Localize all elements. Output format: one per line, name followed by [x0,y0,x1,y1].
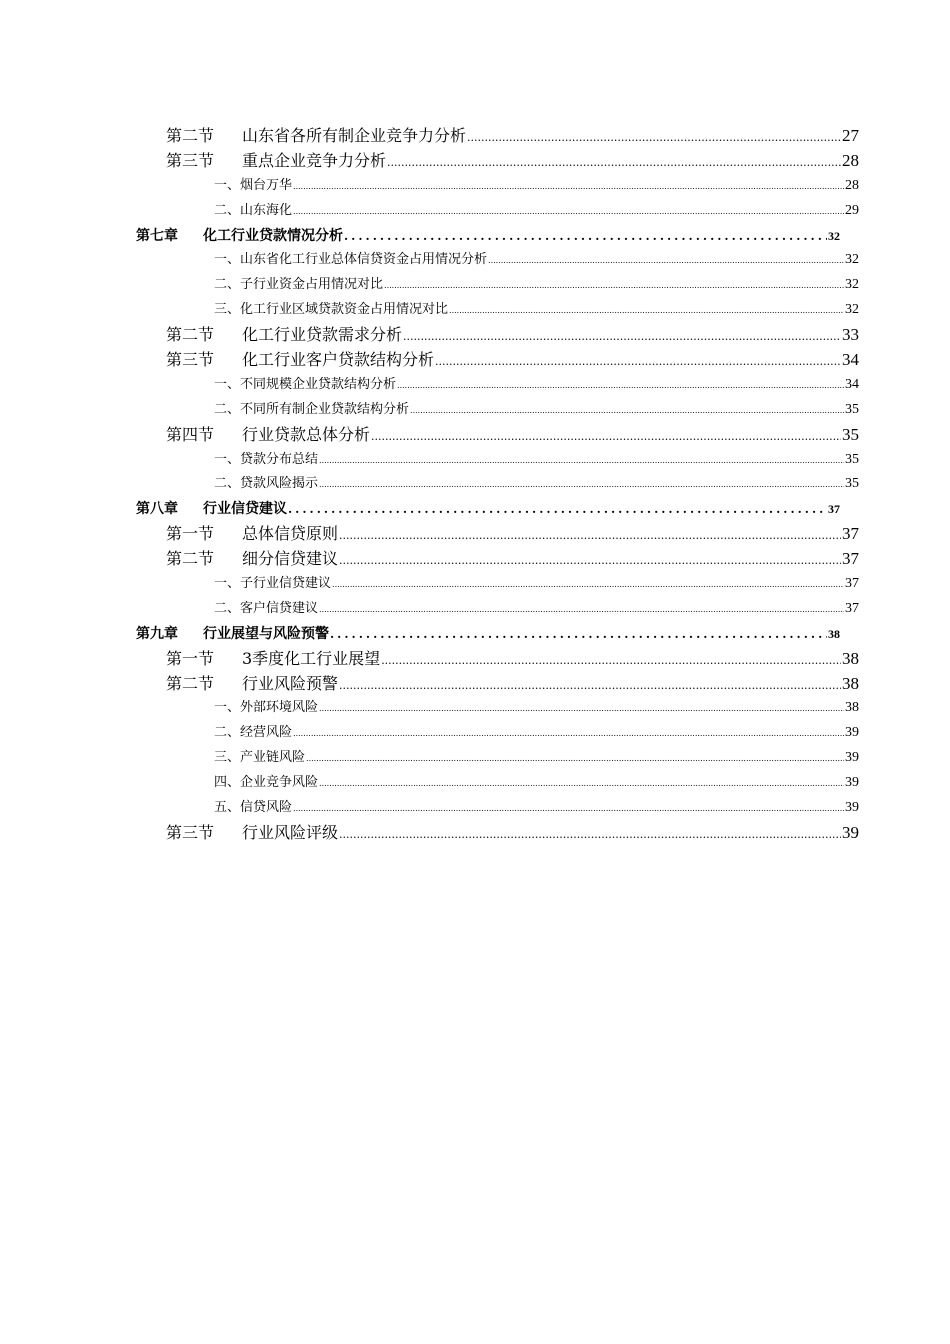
toc-entry-title: 客户信贷建议 [240,600,319,616]
toc-entry-number: 三、 [214,750,241,766]
toc-entry-page-number: 27 [842,126,859,145]
toc-entry-label [166,547,338,572]
toc-entry-label [214,771,318,796]
toc-entry-label [166,124,466,149]
toc-entry-title: 信贷风险 [240,800,293,816]
toc-entry-label [214,597,318,622]
toc-entry-item[interactable] [0,771,950,796]
toc-entry-section[interactable] [0,522,950,547]
toc-entry-label [214,273,383,298]
toc-entry-label [214,746,305,771]
toc-entry-section[interactable] [0,547,950,572]
dot-leader [449,299,844,324]
toc-entry-title: 不同所有制企业贷款结构分析 [240,401,410,417]
dot-leader [293,722,844,747]
dot-leader [330,622,827,647]
toc-entry-item[interactable] [0,398,950,423]
toc-entry-number: 二、 [214,725,241,741]
toc-entry-number: 第一节 [166,524,215,544]
toc-entry-title: 山东海化 [240,202,293,218]
toc-entry-chapter[interactable] [0,224,950,249]
toc-entry-title: 行业风险评级 [242,822,339,842]
toc-entry-label [214,174,292,199]
toc-entry-label [214,696,318,721]
toc-entry-page-number: 32 [845,302,859,318]
toc-entry-item[interactable] [0,298,950,323]
toc-entry-label [214,448,318,473]
toc-entry-number: 一、 [214,700,241,716]
dot-leader [293,797,844,822]
toc-entry-label [136,497,287,522]
toc-entry-label [214,721,292,746]
toc-entry-label [166,348,434,373]
dot-leader [306,747,844,772]
dot-leader [339,549,841,574]
toc-entry-title: 产业链风险 [240,750,306,766]
toc-entry-page-number: 32 [845,277,859,293]
toc-entry-section[interactable] [0,423,950,448]
toc-entry-page-number: 35 [845,401,859,417]
dot-leader [403,325,841,350]
toc-entry-title: 行业展望与风险预警 [203,625,329,642]
toc-entry-item[interactable] [0,796,950,821]
toc-entry-page-number: 38 [828,626,840,641]
toc-entry-item[interactable] [0,572,950,597]
toc-entry-number: 四、 [214,775,241,791]
dot-leader [319,473,844,498]
toc-entry-item[interactable] [0,174,950,199]
toc-entry-section[interactable] [0,672,950,697]
toc-entry-title: 山东省各所有制企业竞争力分析 [242,126,467,145]
dot-leader [339,823,841,848]
dot-leader [339,674,841,699]
toc-entry-number: 第二节 [166,325,215,345]
toc-entry-page-number: 38 [842,648,859,668]
toc-entry-label [214,248,487,273]
dot-leader [387,151,841,176]
dot-leader [339,524,841,549]
toc-entry-title: 细分信贷建议 [242,549,339,569]
toc-entry-item[interactable] [0,597,950,622]
toc-entry-page-number: 32 [845,252,859,268]
toc-entry-page-number: 34 [842,350,859,370]
toc-entry-number: 第四节 [166,424,215,444]
toc-entry-item[interactable] [0,472,950,497]
toc-entry-number: 三、 [214,302,241,318]
toc-entry-title: 行业风险预警 [242,673,339,693]
toc-entry-page-number: 34 [845,376,859,392]
dot-leader [319,697,844,722]
toc-entry-item[interactable] [0,199,950,224]
toc-entry-label [136,224,343,249]
toc-entry-page-number: 39 [845,750,859,766]
toc-entry-label [166,672,338,697]
toc-entry-page-number: 38 [842,673,859,693]
toc-entry-number: 一、 [214,252,241,268]
dot-leader [319,772,844,797]
toc-entry-title: 重点企业竞争力分析 [242,150,387,170]
toc-entry-page-number: 39 [842,822,859,842]
dot-leader [435,350,841,375]
toc-entry-number: 二、 [214,600,241,616]
toc-entry-number: 第二节 [166,673,215,693]
toc-entry-page-number: 39 [845,775,859,791]
toc-entry-number: 第七章 [136,227,178,244]
dot-leader [381,649,841,674]
toc-entry-page-number: 37 [828,502,840,517]
toc-entry-page-number: 39 [845,725,859,741]
toc-entry-label [214,796,292,821]
toc-entry-number: 第二节 [166,126,215,145]
toc-entry-title: 山东省化工行业总体信贷资金占用情况分析 [240,252,488,268]
toc-entry-label [214,398,409,423]
toc-entry-label [166,149,386,174]
toc-entry-title: 总体信贷原则 [242,524,339,544]
toc-entry-page-number: 28 [845,177,859,193]
dot-leader [344,224,827,249]
toc-entry-chapter[interactable] [0,497,950,522]
toc-entry-title: 3季度化工行业展望 [242,648,381,668]
toc-entry-number: 第三节 [166,350,215,370]
toc-entry-number: 五、 [214,800,241,816]
toc-entry-number: 二、 [214,401,241,417]
dot-leader [319,598,844,623]
toc-entry-title: 子行业资金占用情况对比 [240,277,384,293]
toc-entry-title: 企业竞争风险 [240,775,319,791]
toc-entry-item[interactable] [0,696,950,721]
toc-entry-page-number: 35 [845,476,859,492]
toc-entry-title: 行业贷款总体分析 [242,424,371,444]
toc-entry-section[interactable] [0,124,950,149]
dot-leader [384,274,844,299]
table-of-contents [0,124,950,846]
toc-entry-item[interactable] [0,248,950,273]
toc-entry-page-number: 39 [845,800,859,816]
dot-leader [288,497,827,522]
toc-entry-label [166,821,338,846]
toc-entry-title: 化工行业区域贷款资金占用情况对比 [240,302,449,318]
toc-entry-title: 贷款风险揭示 [240,476,319,492]
toc-entry-section[interactable] [0,323,950,348]
toc-entry-number: 一、 [214,576,241,592]
toc-entry-item[interactable] [0,373,950,398]
toc-entry-section[interactable] [0,821,950,846]
toc-entry-page-number: 37 [845,576,859,592]
toc-entry-title: 化工行业贷款需求分析 [242,325,403,345]
toc-entry-number: 二、 [214,202,241,218]
toc-entry-item[interactable] [0,448,950,473]
toc-entry-title: 化工行业客户贷款结构分析 [242,350,435,370]
toc-entry-page-number: 29 [845,202,859,218]
toc-entry-page-number: 28 [842,150,859,170]
toc-entry-title: 子行业信贷建议 [240,576,332,592]
dot-leader [293,200,844,225]
toc-entry-number: 一、 [214,451,241,467]
toc-entry-number: 二、 [214,476,241,492]
toc-entry-number: 二、 [214,277,241,293]
toc-entry-title: 烟台万华 [240,177,293,193]
toc-entry-item[interactable] [0,721,950,746]
toc-entry-title: 行业信贷建议 [203,501,287,518]
toc-entry-page-number: 38 [845,700,859,716]
toc-entry-number: 一、 [214,376,241,392]
toc-entry-item[interactable] [0,746,950,771]
toc-entry-number: 一、 [214,177,241,193]
toc-entry-number: 第八章 [136,501,178,518]
dot-leader [293,175,844,200]
toc-entry-section[interactable] [0,348,950,373]
dot-leader [397,374,844,399]
toc-entry-page-number: 37 [845,600,859,616]
toc-entry-page-number: 37 [842,524,859,544]
toc-entry-label [214,373,396,398]
toc-entry-label [166,522,338,547]
dot-leader [319,449,844,474]
toc-entry-label [136,622,329,647]
toc-entry-label [214,298,448,323]
toc-entry-title: 经营风险 [240,725,293,741]
toc-entry-title: 贷款分布总结 [240,451,319,467]
toc-entry-number: 第九章 [136,625,178,642]
toc-entry-label [166,423,370,448]
toc-entry-label [166,323,402,348]
dot-leader [332,573,844,598]
toc-entry-chapter[interactable] [0,622,950,647]
toc-entry-label [214,572,331,597]
toc-entry-item[interactable] [0,273,950,298]
toc-entry-label [214,199,292,224]
toc-entry-page-number: 32 [828,228,840,243]
toc-entry-number: 第一节 [166,648,215,668]
dot-leader [488,249,844,274]
dot-leader [410,399,844,424]
toc-entry-label [166,647,380,672]
dot-leader [467,126,841,151]
toc-entry-number: 第三节 [166,822,215,842]
toc-entry-page-number: 33 [842,325,859,345]
dot-leader [371,425,841,450]
toc-entry-title: 化工行业贷款情况分析 [203,227,343,244]
toc-entry-number: 第三节 [166,150,215,170]
toc-entry-page-number: 35 [845,451,859,467]
toc-entry-label [214,472,318,497]
toc-entry-title: 不同规模企业贷款结构分析 [240,376,397,392]
toc-entry-section[interactable] [0,647,950,672]
toc-entry-number: 第二节 [166,549,215,569]
toc-entry-page-number: 35 [842,424,859,444]
toc-entry-section[interactable] [0,149,950,174]
toc-entry-page-number: 37 [842,549,859,569]
toc-entry-title: 外部环境风险 [240,700,319,716]
